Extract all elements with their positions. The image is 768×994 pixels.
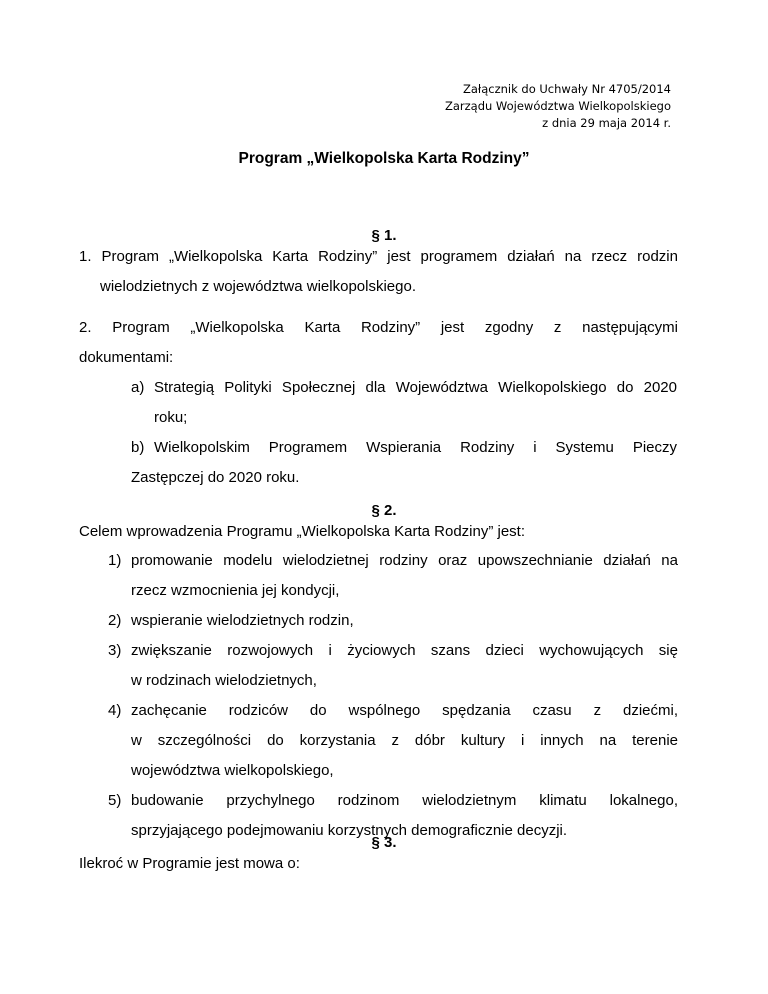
list-item-line: zwiększanie rozwojowych i życiowych szans dzieci wychowujących się (131, 642, 678, 659)
document-title: Program „Wielkopolska Karta Rodziny” (238, 150, 530, 167)
list-item (131, 433, 677, 493)
section-3-intro: Ilekroć w Programie jest mowa o: (79, 855, 300, 872)
list-item-line: sprzyjającego podejmowaniu korzystnych demograficznie decyzji. (131, 822, 568, 839)
list-item-label: b) (131, 439, 145, 456)
list-item-line: Strategią Polityki Społecznej dla Województwa Wielkopolskiego do 2020 (154, 379, 677, 396)
section-1-document-list (131, 373, 677, 493)
list-item-line: wspieranie wielodzietnych rodzin, (131, 612, 354, 629)
list-item-line: promowanie modelu wielodzietnej rodziny oraz upowszechnianie działań na (131, 552, 678, 569)
list-item-label: 2) (108, 612, 122, 629)
list-item-line: budowanie przychylnego rodzinom wielodzietnym klimatu lokalnego, (131, 792, 678, 809)
section-3-heading: § 3. (371, 834, 397, 851)
list-item-label: 1) (108, 552, 122, 569)
list-item-line: Wielkopolskim Programem Wspierania Rodziny i Systemu Pieczy (154, 439, 677, 456)
list-item-line: w rodzinach wielodzietnych, (131, 672, 317, 689)
list-item-line: w szczególności do korzystania z dóbr kultury i innych na terenie (131, 732, 678, 749)
attachment-line-1: Załącznik do Uchwały Nr 4705/2014 (463, 82, 671, 96)
attachment-line-3: z dnia 29 maja 2014 r. (542, 116, 671, 130)
list-item (131, 373, 677, 433)
list-item (108, 546, 678, 606)
list-item-label: 3) (108, 642, 122, 659)
list-item-line: roku; (154, 409, 188, 426)
list-item-label: a) (131, 379, 145, 396)
list-item-label: 4) (108, 702, 122, 719)
paragraph-2-line-1: 2. Program „Wielkopolska Karta Rodziny” jest zgodny z następującymi (79, 319, 678, 336)
list-item-line: województwa wielkopolskiego, (131, 762, 334, 779)
list-item-line: Zastępczej do 2020 roku. (131, 469, 300, 486)
list-item-line: zachęcanie rodziców do wspólnego spędzania czasu z dziećmi, (131, 702, 678, 719)
attachment-line-2: Zarządu Województwa Wielkopolskiego (444, 99, 671, 113)
list-item-line: rzecz wzmocnienia jej kondycji, (131, 582, 340, 599)
section-2-intro: Celem wprowadzenia Programu „Wielkopolska Karta Rodziny” jest: (79, 523, 526, 540)
attachment-header (445, 81, 671, 132)
list-item (108, 606, 678, 636)
section-2-goals-list (108, 546, 678, 846)
paragraph-1-line-2: wielodzietnych z województwa wielkopolskiego. (100, 278, 416, 295)
section-1-heading: § 1. (371, 227, 397, 244)
section-1-paragraph-1 (79, 242, 678, 302)
paragraph-2-line-2: dokumentami: (79, 349, 174, 366)
list-item (108, 636, 678, 696)
list-item-label: 5) (108, 792, 122, 809)
list-item (108, 696, 678, 786)
paragraph-1-line-1: 1. Program „Wielkopolska Karta Rodziny” jest programem działań na rzecz rodzin (79, 248, 678, 265)
section-1-paragraph-2 (79, 313, 678, 373)
section-2-heading: § 2. (371, 502, 397, 519)
